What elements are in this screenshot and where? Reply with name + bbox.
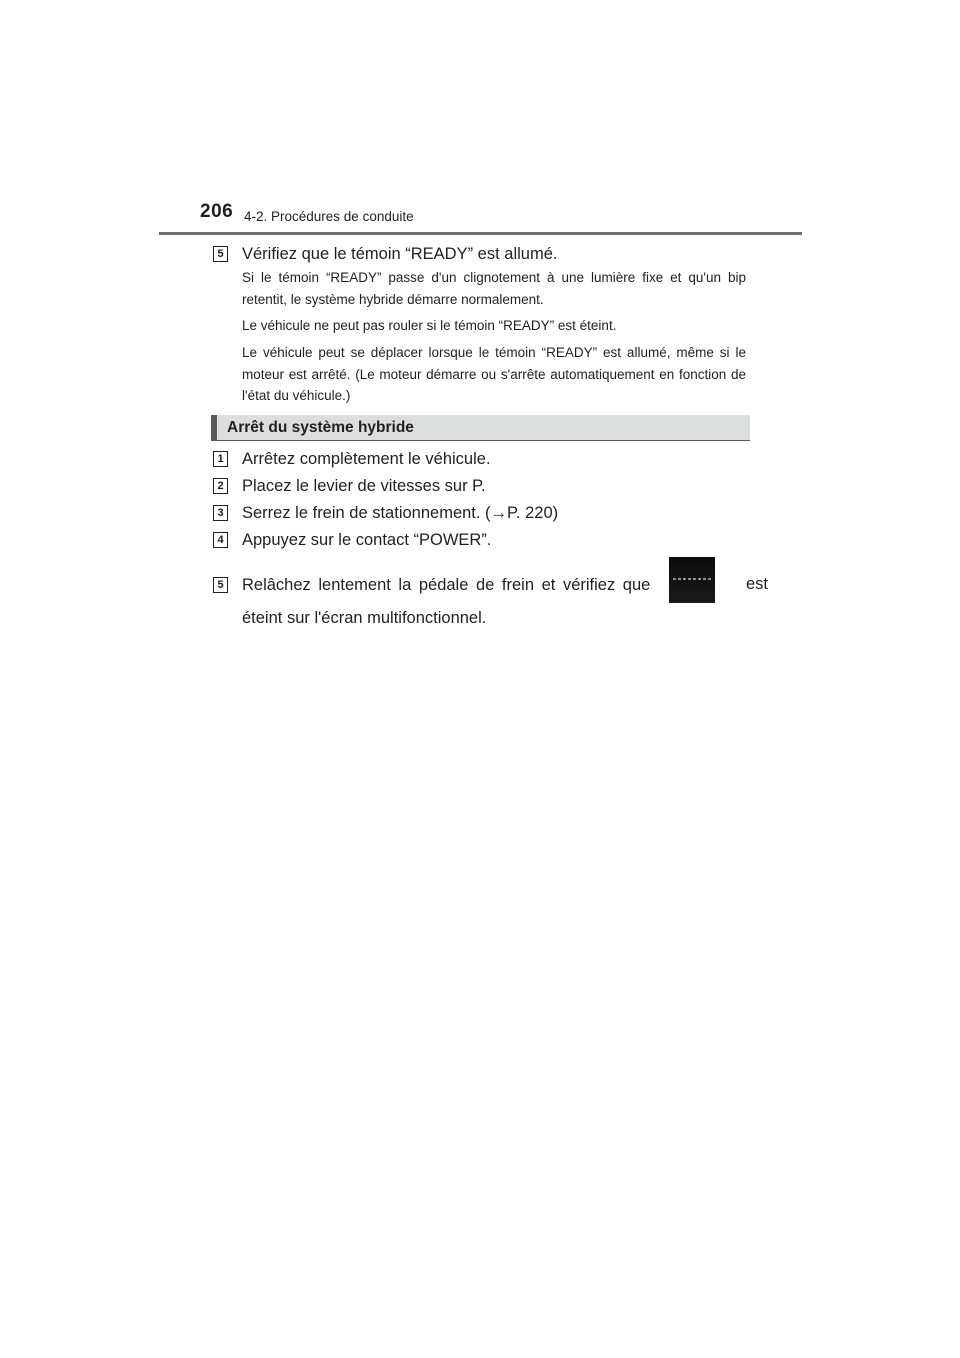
step-number-badge: 3	[213, 505, 228, 521]
step-item	[213, 503, 753, 523]
header-rule	[159, 232, 802, 235]
step-text: Relâchez lentement la pédale de frein et vérifiez que	[242, 576, 651, 594]
display-indicator-icon	[669, 557, 715, 603]
section-subheading	[211, 415, 750, 441]
section-header: 4-2. Procédures de conduite	[244, 209, 414, 224]
note-paragraph: Le véhicule peut se déplacer lorsque le témoin “READY” est allumé, même si le moteur est arrêté. (Le moteur démarre ou s'arrête automatiquement en fonction de l'état du véhicule.)	[242, 345, 746, 403]
note-paragraph: Si le témoin “READY” passe d'un clignotement à une lumière fixe et qu'un bip retentit, le système hybride démarre normalement.	[242, 270, 746, 307]
step-number-badge: 4	[213, 532, 228, 548]
step-text: Appuyez sur le contact “POWER”.	[242, 531, 492, 549]
step-number-badge: 1	[213, 451, 228, 467]
step-text: Serrez le frein de stationnement. (→P. 220)	[242, 504, 559, 522]
step-item-final	[213, 575, 769, 595]
step-text-continuation: est	[746, 575, 769, 593]
page-number: 206	[200, 201, 234, 222]
step-text: Arrêtez complètement le véhicule.	[242, 450, 491, 468]
step-item	[213, 476, 753, 496]
step-item	[213, 449, 753, 469]
step-number-badge: 5	[213, 246, 228, 262]
step-text-line2: éteint sur l'écran multifonctionnel.	[242, 609, 487, 627]
step-text: Vérifiez que le témoin “READY” est allumé.	[242, 245, 558, 263]
step-number-badge: 5	[213, 577, 228, 593]
subheading-text: Arrêt du système hybride	[227, 419, 414, 436]
step-ready	[213, 244, 753, 264]
step-text: Placez le levier de vitesses sur P.	[242, 477, 486, 495]
step-item	[213, 530, 753, 550]
step-number-badge: 2	[213, 478, 228, 494]
note-paragraph: Le véhicule ne peut pas rouler si le témoin “READY” est éteint.	[242, 318, 617, 333]
